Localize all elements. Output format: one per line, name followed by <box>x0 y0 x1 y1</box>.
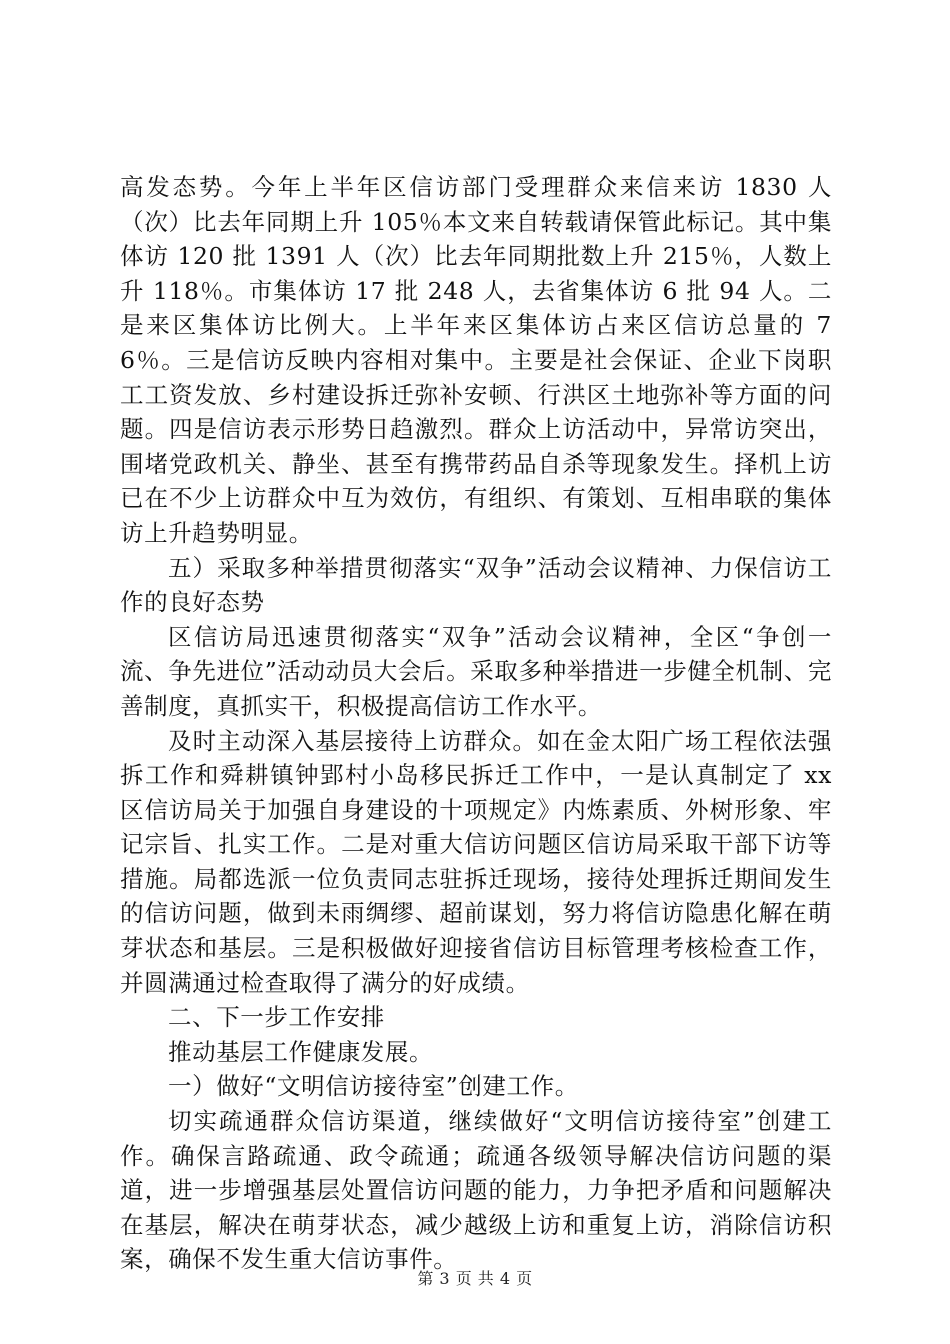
subsection-heading: 一）做好“文明信访接待室”创建工作。 <box>168 1072 579 1101</box>
paragraph-2: 五）采取多种举措贯彻落实“双争”活动会议精神、力保信访工作的良好态势 <box>120 553 832 617</box>
page-footer: 第 3 页 共 4 页 <box>417 1269 533 1288</box>
paragraph-8: 切实疏通群众信访渠道，继续做好“文明信访接待室”创建工作。确保言路疏通、政令疏通；疏通各级领导解决信访问题的渠道，进一步增强基层处置信访问题的能力，力争把矛盾和问题解决在基层，解决在萌芽状态，减少越级上访和重复上访，消除信访积案，确保不发生重大信访事件。 <box>120 1107 832 1274</box>
paragraph-1: 高发态势。今年上半年区信访部门受理群众来信来访 1830 人（次）比去年同期上升 105％本文来自转载请保管此标记。其中集体访 120 批 1391 人（次）比去年同期批数上升 215％，人数上升 118％。市集体访 17 批 248 人，去省集体访 6 批 94 人。二是来区集体访比例大。上半年来区集体访占来区信访总量的 76％。三是信访反映内容相对集中。主要是社会保证、企业下岗职工工资发放、乡村建设拆迁弥补安顿、行洪区土地弥补等方面的问题。四是信访表示形势日趋激烈。群众上访活动中，异常访突出，围堵党政机关、静坐、甚至有携带药品自杀等现象发生。择机上访已在不少上访群众中互为效仿，有组织、有策划、互相串联的集体访上升趋势明显。 <box>120 173 832 547</box>
document-body <box>120 170 832 1277</box>
paragraph-6: 推动基层工作健康发展。 <box>168 1037 434 1066</box>
paragraph-3: 区信访局迅速贯彻落实“双争”活动会议精神，全区“争创一流、争先进位”活动动员大会后。采取多种举措进一步健全机制、完善制度，真抓实干，积极提高信访工作水平。 <box>120 622 832 720</box>
section-heading: 二、下一步工作安排 <box>168 1003 385 1032</box>
paragraph-4: 及时主动深入基层接待上访群众。如在金太阳广场工程依法强拆工作和舜耕镇钟郢村小岛移民拆迁工作中，一是认真制定了 xx 区信访局关于加强自身建设的十项规定》内炼素质、外树形象、牢记宗旨、扎实工作。二是对重大信访问题区信访局采取干部下访等措施。局都选派一位负责同志驻拆迁现场，接待处理拆迁期间发生的信访问题，做到未雨绸缪、超前谋划，努力将信访隐患化解在萌芽状态和基层。三是积极做好迎接省信访目标管理考核检查工作，并圆满通过检查取得了满分的好成绩。 <box>120 726 832 997</box>
